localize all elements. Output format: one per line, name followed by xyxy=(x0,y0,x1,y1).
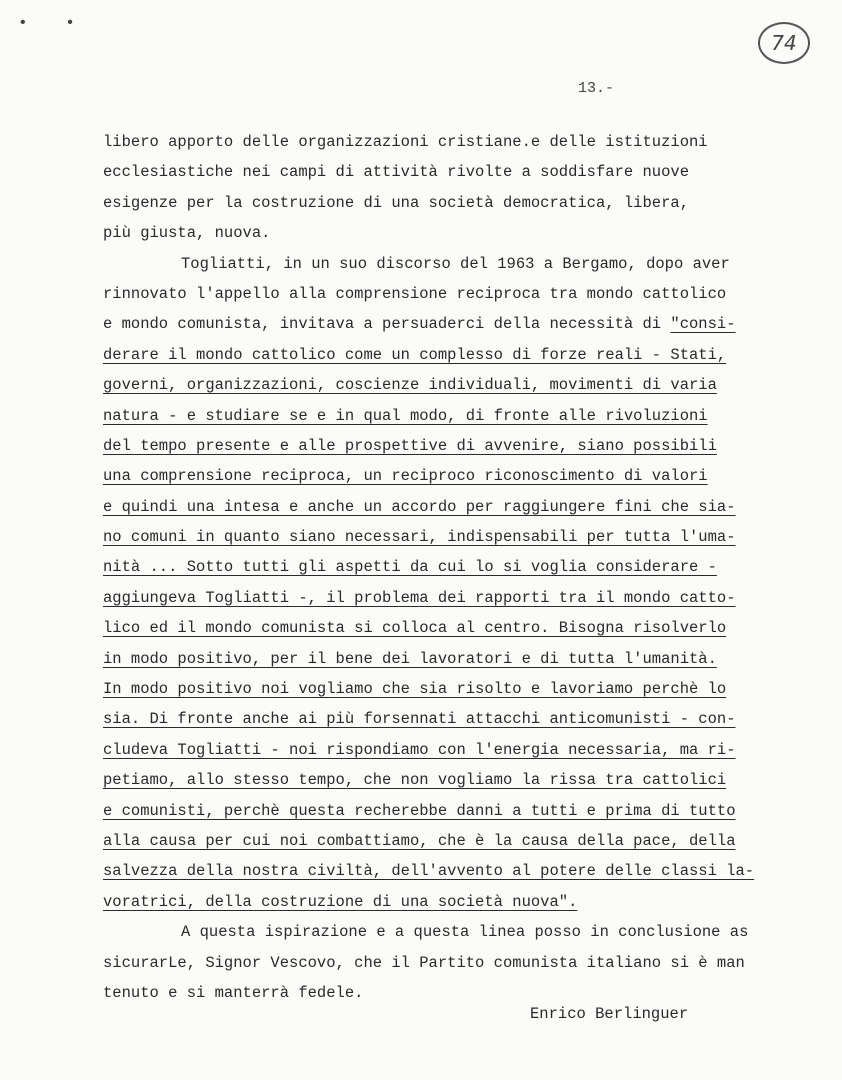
quote-line: sia. Di fronte anche ai più forsennati attacchi anticomunisti - con- xyxy=(103,710,736,729)
text-line: Togliatti, in un suo discorso del 1963 a Bergamo, dopo aver xyxy=(181,254,730,273)
quote-line: governi, organizzazioni, coscienze individuali, movimenti di varia xyxy=(103,376,717,395)
archive-number: 74 xyxy=(771,31,797,55)
quote-line: in modo positivo, per il bene dei lavoratori e di tutta l'umanità. xyxy=(103,649,717,668)
quote-line: una comprensione reciproca, un reciproco riconoscimento di valori xyxy=(103,467,708,486)
quote-line: lico ed il mondo comunista si colloca al centro. Bisogna risolverlo xyxy=(103,619,727,638)
text-segment: e mondo comunista, invitava a persuaderci della necessità di xyxy=(103,315,671,334)
signature: Enrico Berlinguer xyxy=(530,1005,689,1023)
quote-line: cludeva Togliatti - noi rispondiamo con l'energia necessaria, ma ri- xyxy=(103,740,736,759)
letter-body xyxy=(103,127,793,1008)
text-line: sicurarLe, Signor Vescovo, che il Partito comunista italiano si è man xyxy=(103,953,745,972)
margin-dots: • • xyxy=(18,14,89,32)
text-line: ecclesiastiche nei campi di attività rivolte a soddisfare nuove xyxy=(103,163,689,182)
page-number: 13.- xyxy=(578,80,615,97)
text-line: più giusta, nuova. xyxy=(103,224,271,243)
quote-line: derare il mondo cattolico come un complesso di forze reali - Stati, xyxy=(103,345,727,364)
quote-line: salvezza della nostra civiltà, dell'avvento al potere delle classi la- xyxy=(103,862,755,881)
text-line: rinnovato l'appello alla comprensione reciproca tra mondo cattolico xyxy=(103,284,727,303)
text-line: libero apporto delle organizzazioni cristiane.e delle istituzioni xyxy=(103,133,708,151)
quote-line: petiamo, allo stesso tempo, che non vogliamo la rissa tra cattolici xyxy=(103,771,727,790)
quote-line: e quindi una intesa e anche un accordo per raggiungere fini che sia- xyxy=(103,497,736,516)
quote-line: no comuni in quanto siano necessari, indispensabili per tutta l'uma- xyxy=(103,528,736,547)
quote-start: "consi- xyxy=(670,315,736,334)
quote-line: natura - e studiare se e in qual modo, di fronte alle rivoluzioni xyxy=(103,406,708,425)
quote-line: aggiungeva Togliatti -, il problema dei rapporti tra il mondo catto- xyxy=(103,588,736,607)
quote-line: e comunisti, perchè questa recherebbe danni a tutti e prima di tutto xyxy=(103,801,736,820)
quote-line: alla causa per cui noi combattiamo, che è la causa della pace, della xyxy=(103,831,736,850)
text-line: A questa ispirazione e a questa linea posso in conclusione as xyxy=(181,923,749,942)
quote-line: voratrici, della costruzione di una società nuova". xyxy=(103,892,578,911)
text-line: esigenze per la costruzione di una società democratica, libera, xyxy=(103,193,689,212)
quote-line: nità ... Sotto tutti gli aspetti da cui lo si voglia considerare - xyxy=(103,558,717,577)
archive-number-stamp xyxy=(758,22,810,64)
text-line xyxy=(103,309,793,339)
quote-line: In modo positivo noi vogliamo che sia risolto e lavoriamo perchè lo xyxy=(103,680,727,699)
text-line: tenuto e si manterrà fedele. xyxy=(103,983,364,1002)
quote-line: del tempo presente e alle prospettive di avvenire, siano possibili xyxy=(103,436,717,455)
